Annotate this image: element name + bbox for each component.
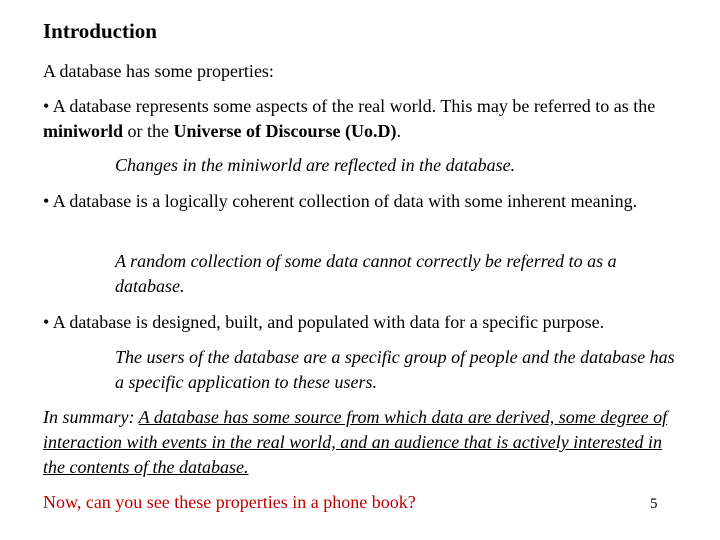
bullet-real-world-connector: or the — [123, 121, 174, 141]
question-text: Now, can you see these properties in a phone book? — [43, 492, 416, 512]
bullet-specific-purpose: • A database is designed, built, and populated with data for a specific purpose. — [43, 312, 605, 332]
page-number: 5 — [650, 496, 658, 512]
summary-label: In summary: — [43, 407, 139, 427]
intro-text: A database has some properties: — [43, 61, 274, 81]
note-random-collection: A random collection of some data cannot correctly be referred to as a database. — [115, 251, 617, 296]
term-universe-of-discourse: Universe of Discourse (Uo.D) — [173, 121, 397, 141]
summary-paragraph — [43, 405, 683, 480]
bullet-real-world — [43, 94, 693, 144]
term-miniworld: miniworld — [43, 121, 124, 141]
note-specific-users: The users of the database are a specific group of people and the database has a specific application to these users. — [115, 347, 675, 392]
note-miniworld-changes: Changes in the miniworld are reflected in the database. — [115, 155, 516, 175]
bullet-real-world-period: . — [396, 121, 401, 141]
bullet-real-world-text: • A database represents some aspects of the real world. This may be referred to as the — [43, 96, 656, 116]
slide-title: Introduction — [43, 19, 157, 43]
bullet-coherent-collection: • A database is a logically coherent collection of data with some inherent meaning. — [43, 191, 638, 211]
summary-text: A database has some source from which data are derived, some degree of interaction with events in the real world, and an audience that is actively interested in the contents of the database. — [43, 407, 668, 477]
